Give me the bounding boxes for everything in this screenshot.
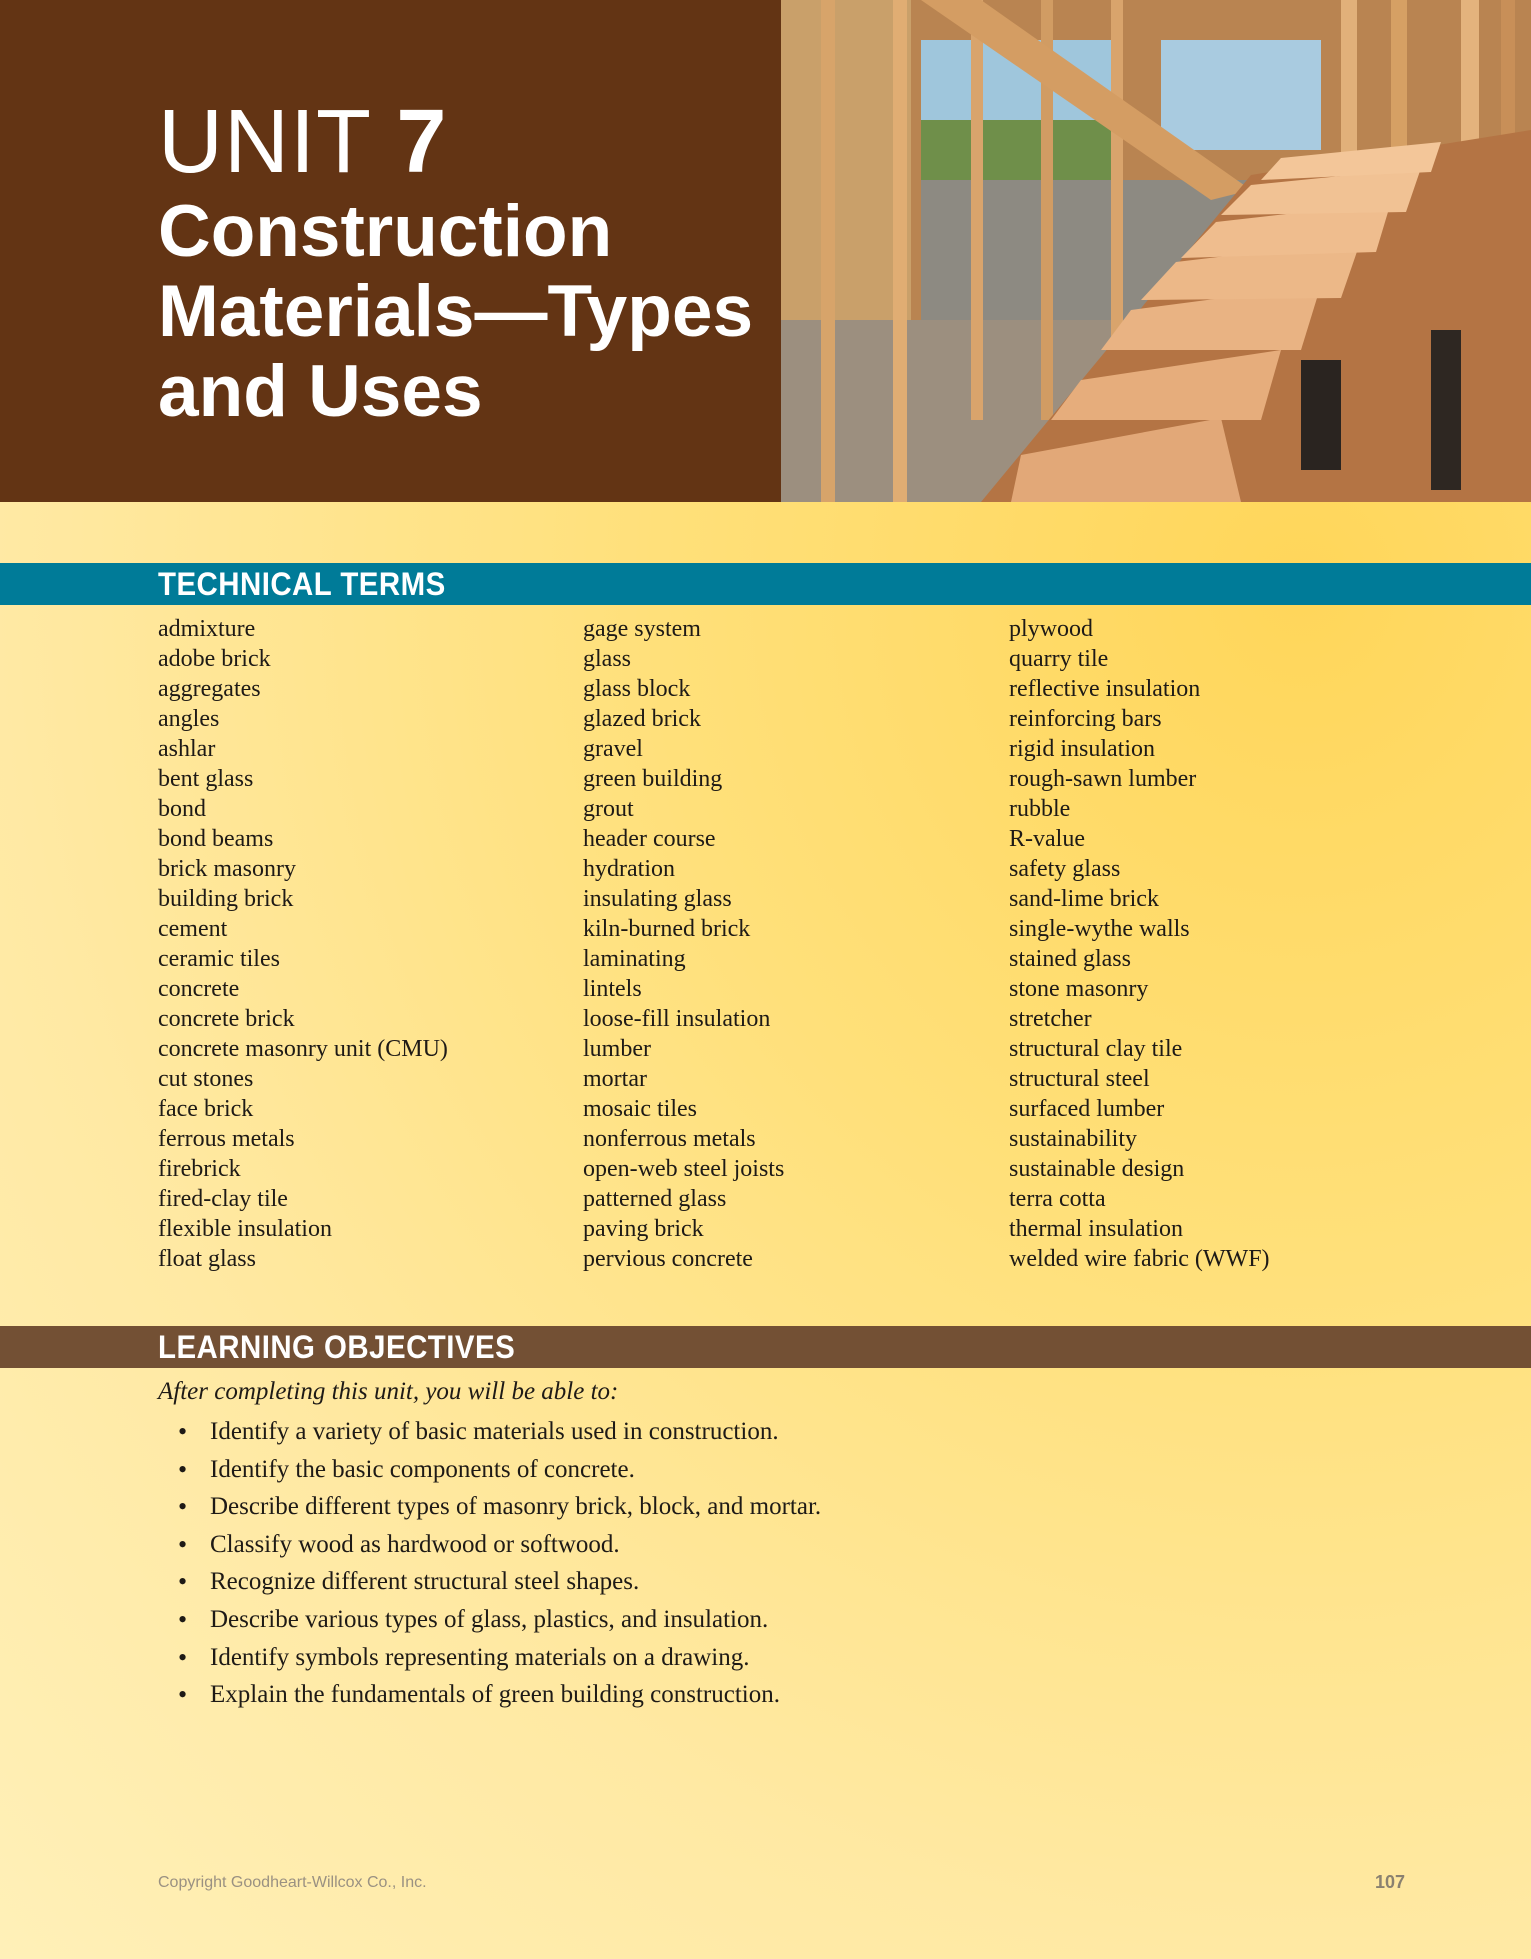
term: face brick xyxy=(158,1096,254,1122)
term: header course xyxy=(583,826,716,852)
term: bond beams xyxy=(158,826,274,852)
term: angles xyxy=(158,706,220,732)
term: nonferrous metals xyxy=(583,1126,756,1152)
objectives-intro: After completing this unit, you will be able to: xyxy=(158,1378,619,1405)
term: single-wythe walls xyxy=(1009,916,1190,942)
term: admixture xyxy=(158,616,256,642)
subtitle-line: and Uses xyxy=(158,351,483,432)
framing-stairs-illustration xyxy=(781,0,1531,502)
term: grout xyxy=(583,796,634,822)
page-number: 107 xyxy=(1374,1872,1405,1892)
term: stone masonry xyxy=(1009,976,1149,1002)
objectives-list xyxy=(158,1413,821,1714)
term: plywood xyxy=(1009,616,1093,642)
term: glazed brick xyxy=(583,706,701,732)
terms-column-1 xyxy=(158,614,448,1274)
term: gage system xyxy=(583,616,701,642)
term: green building xyxy=(583,766,723,792)
term: glass xyxy=(583,646,631,672)
terms-column-2 xyxy=(583,614,784,1274)
term: paving brick xyxy=(583,1216,704,1242)
term: lumber xyxy=(583,1036,651,1062)
terms-column-3 xyxy=(1009,614,1270,1274)
term: rough-sawn lumber xyxy=(1009,766,1197,792)
term: reinforcing bars xyxy=(1009,706,1162,732)
term: fired-clay tile xyxy=(158,1186,288,1212)
term: cut stones xyxy=(158,1066,254,1092)
term: sustainability xyxy=(1009,1126,1137,1152)
term: hydration xyxy=(583,856,675,882)
term: ferrous metals xyxy=(158,1126,295,1152)
term: float glass xyxy=(158,1246,256,1272)
term: sustainable design xyxy=(1009,1156,1185,1182)
copyright-notice: Copyright Goodheart-Willcox Co., Inc. xyxy=(158,1874,427,1891)
term: surfaced lumber xyxy=(1009,1096,1165,1122)
term: pervious concrete xyxy=(583,1246,753,1272)
term: rubble xyxy=(1009,796,1071,822)
term: safety glass xyxy=(1009,856,1121,882)
term: lintels xyxy=(583,976,642,1002)
learning-objectives-heading: LEARNING OBJECTIVES xyxy=(158,1329,516,1365)
term: flexible insulation xyxy=(158,1216,332,1242)
objective-item: • Describe various types of glass, plastics, and insulation. xyxy=(158,1601,821,1639)
term: glass block xyxy=(583,676,691,702)
subtitle-line: Construction xyxy=(158,191,613,272)
term: insulating glass xyxy=(583,886,732,912)
term: firebrick xyxy=(158,1156,241,1182)
term: brick masonry xyxy=(158,856,296,882)
term: quarry tile xyxy=(1009,646,1109,672)
term: adobe brick xyxy=(158,646,271,672)
unit-header xyxy=(0,0,1531,502)
objective-item: • Classify wood as hardwood or softwood. xyxy=(158,1526,821,1564)
objective-item: • Describe different types of masonry brick, block, and mortar. xyxy=(158,1488,821,1526)
unit-number: 7 xyxy=(396,92,448,192)
term: rigid insulation xyxy=(1009,736,1155,762)
term: open-web steel joists xyxy=(583,1156,785,1182)
term: stretcher xyxy=(1009,1006,1092,1032)
objective-item: • Explain the fundamentals of green building construction. xyxy=(158,1676,821,1714)
term: laminating xyxy=(583,946,686,972)
term: reflective insulation xyxy=(1009,676,1201,702)
term: mortar xyxy=(583,1066,647,1092)
term: ceramic tiles xyxy=(158,946,280,972)
term: sand-lime brick xyxy=(1009,886,1159,912)
objective-item: • Identify a variety of basic materials used in construction. xyxy=(158,1413,821,1451)
learning-objectives-band xyxy=(0,1326,1531,1368)
term: concrete xyxy=(158,976,240,1002)
technical-terms-band xyxy=(0,563,1531,605)
term: R-value xyxy=(1009,826,1085,852)
term: ashlar xyxy=(158,736,216,762)
term: aggregates xyxy=(158,676,261,702)
subtitle-line: Materials—Types xyxy=(158,271,754,352)
term: concrete masonry unit (CMU) xyxy=(158,1036,448,1062)
term: terra cotta xyxy=(1009,1186,1106,1212)
technical-terms-heading: TECHNICAL TERMS xyxy=(158,566,446,602)
unit-word: UNIT xyxy=(158,92,371,192)
objective-item: • Identify symbols representing materials on a drawing. xyxy=(158,1639,821,1677)
term: patterned glass xyxy=(583,1186,727,1212)
term: cement xyxy=(158,916,228,942)
unit-subtitle xyxy=(158,192,758,432)
term: loose-fill insulation xyxy=(583,1006,771,1032)
term: mosaic tiles xyxy=(583,1096,697,1122)
term: stained glass xyxy=(1009,946,1131,972)
objective-item: • Identify the basic components of concrete. xyxy=(158,1451,821,1489)
term: welded wire fabric (WWF) xyxy=(1009,1246,1270,1272)
term: kiln-burned brick xyxy=(583,916,751,942)
unit-title xyxy=(158,92,447,192)
framing-stairs-photo xyxy=(781,0,1531,502)
term: concrete brick xyxy=(158,1006,295,1032)
term: bond xyxy=(158,796,206,822)
term: building brick xyxy=(158,886,294,912)
term: structural steel xyxy=(1009,1066,1150,1092)
term: structural clay tile xyxy=(1009,1036,1183,1062)
term: thermal insulation xyxy=(1009,1216,1183,1242)
term: gravel xyxy=(583,736,643,762)
title-panel xyxy=(0,0,781,502)
objective-item: • Recognize different structural steel shapes. xyxy=(158,1563,821,1601)
term: bent glass xyxy=(158,766,254,792)
